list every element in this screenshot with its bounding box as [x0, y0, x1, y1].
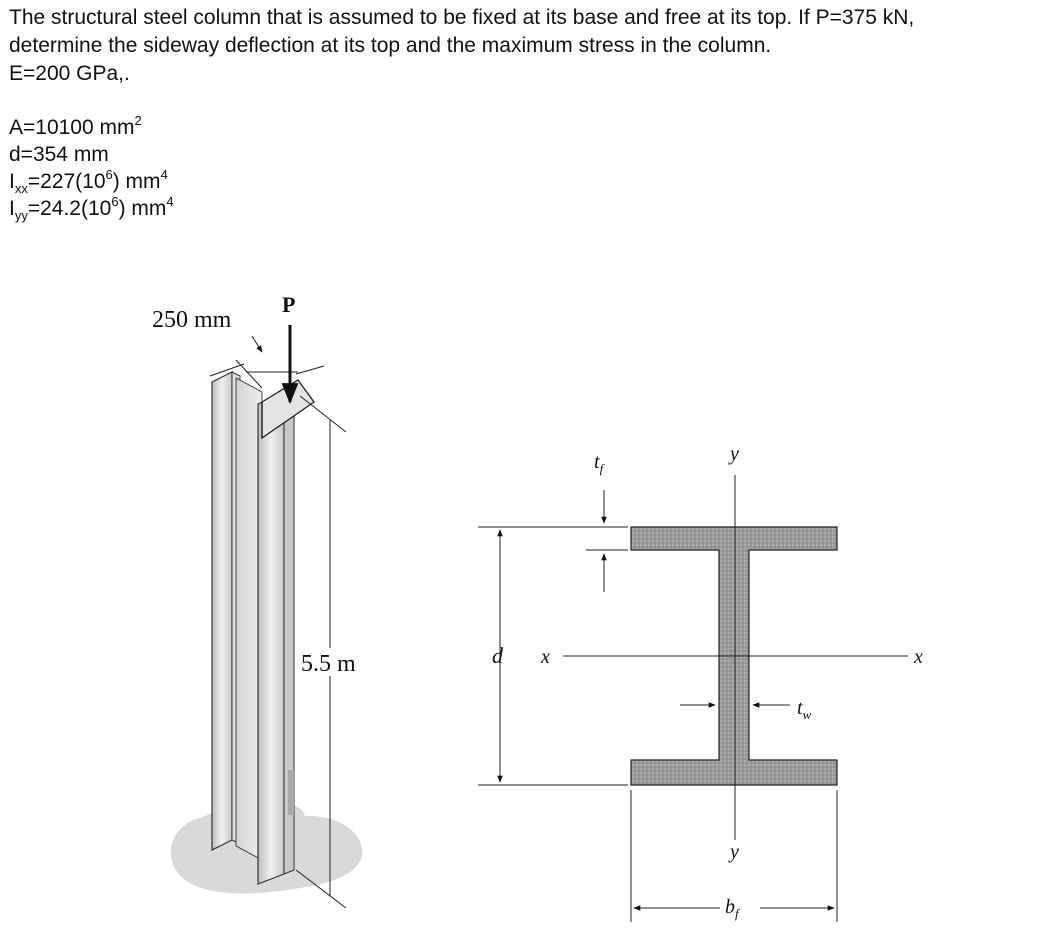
cross-section-drawing — [478, 443, 923, 922]
ixx-property: $I_{xx}=227(10^6)$ $mm^4$ — [9, 167, 168, 197]
length-label: 5.5 m — [301, 651, 356, 677]
iyy-property: $I_{yy}=24.2(10^6)$ $mm^4$ — [9, 194, 174, 224]
x-axis-right-label: x — [914, 646, 923, 668]
y-axis-top-label: y — [730, 443, 739, 465]
d-label: d — [492, 643, 503, 668]
tw-label: $t_w$ — [797, 697, 812, 722]
eccentricity-label: 250 mm — [152, 307, 232, 333]
back-flange — [212, 372, 232, 850]
tf-label: $t_f$ — [594, 451, 604, 476]
depth-property: d=354 mm — [9, 143, 109, 166]
problem-line-2: determine the sideway deflection at its top and the maximum stress in the column. — [9, 34, 772, 57]
y-axis-bottom-label: y — [730, 841, 739, 863]
bf-label: $b_f$ — [725, 896, 739, 921]
problem-line-3: E=200 GPa,. — [9, 62, 130, 85]
column-drawing — [152, 292, 371, 908]
x-axis-left-label: x — [541, 646, 550, 668]
area-property: A=10100 $mm^2$ — [9, 113, 142, 139]
front-flange — [258, 392, 284, 884]
load-label: P — [282, 292, 296, 317]
problem-line-1: The structural steel column that is assumed to be fixed at its base and free at its top. If P=375 kN, — [9, 6, 915, 29]
